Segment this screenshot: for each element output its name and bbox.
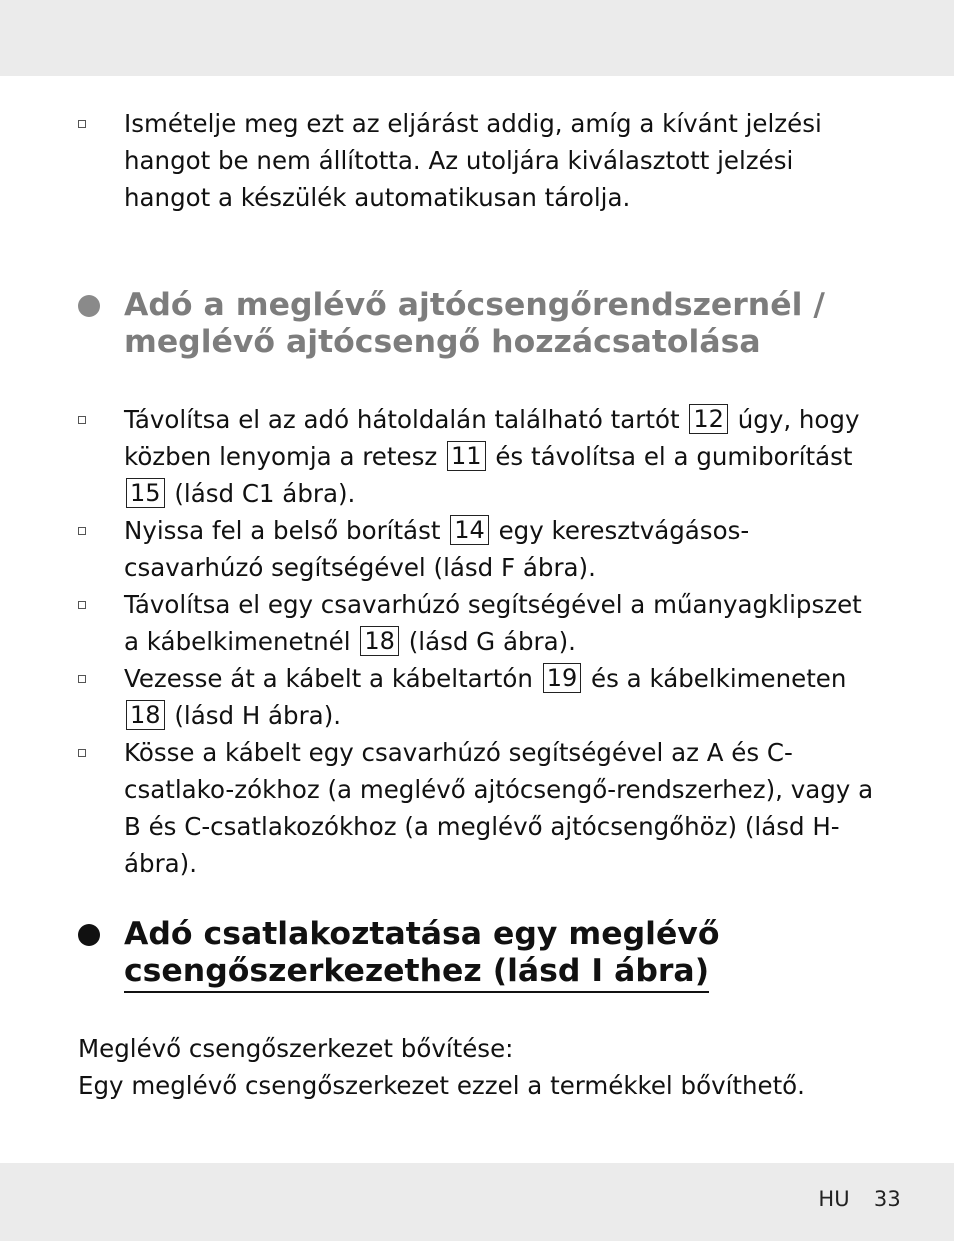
list-item: Vezesse át a kábelt a kábeltartón 19 és a kábelkimeneten 18 (lásd H ábra). <box>0 660 884 734</box>
section2-heading-line2: csengőszerkezethez (lásd I ábra) <box>124 953 709 993</box>
section1-heading-line1: Adó a meglévő ajtócsengőrendszernél / <box>124 287 825 323</box>
top-band <box>0 0 954 76</box>
reference-number: 11 <box>447 441 486 471</box>
reference-number: 18 <box>126 700 165 730</box>
language-code: HU <box>818 1187 850 1211</box>
section2-heading-line1: Adó csatlakoztatása egy meglévő <box>124 916 720 952</box>
section1-heading <box>0 287 884 361</box>
intro-list <box>0 105 884 216</box>
checkbox-bullet-icon <box>78 675 86 683</box>
reference-number: 18 <box>360 626 399 656</box>
checkbox-bullet-icon <box>78 601 86 609</box>
page-number: 33 <box>873 1187 901 1211</box>
checkbox-bullet-icon <box>78 527 86 535</box>
page-footer <box>818 1187 901 1211</box>
list-item: Távolítsa el az adó hátoldalán található tartót 12 úgy, hogy közben lenyomja a retesz 11 és távolítsa el a gumiborítást 15 (lásd C1 ábra). <box>0 401 884 512</box>
reference-number: 14 <box>450 515 489 545</box>
bullet-dot-icon <box>78 924 100 946</box>
paragraph-line: Meglévő csengőszerkezet bővítése: <box>78 1034 514 1063</box>
list-item: Kösse a kábelt egy csavarhúzó segítségével az A és C-csatlako-zókhoz (a meglévő ajtócsengő-rendszerhez), vagy a B és C-csatlakozókhoz (a meglévő ajtócsengőhöz) (lásd H-ábra). <box>0 734 884 882</box>
checkbox-bullet-icon <box>78 120 86 128</box>
section2-paragraph <box>78 1030 878 1104</box>
section1-heading-line2: meglévő ajtócsengő hozzácsatolása <box>124 324 761 360</box>
paragraph-line: Egy meglévő csengőszerkezet ezzel a termékkel bővíthető. <box>78 1071 805 1100</box>
reference-number: 15 <box>126 478 165 508</box>
list-item: Távolítsa el egy csavarhúzó segítségével a műanyagklipszet a kábelkimenetnél 18 (lásd G ábra). <box>0 586 884 660</box>
list-item: Ismételje meg ezt az eljárást addig, amíg a kívánt jelzési hangot be nem állította. Az utoljára kiválasztott jelzési hangot a készülék automatikusan tárolja. <box>0 105 884 216</box>
section1-list <box>0 401 884 882</box>
checkbox-bullet-icon <box>78 416 86 424</box>
reference-number: 12 <box>689 404 728 434</box>
checkbox-bullet-icon <box>78 749 86 757</box>
list-item: Nyissa fel a belső borítást 14 egy keresztvágásos-csavarhúzó segítségével (lásd F ábra). <box>0 512 884 586</box>
bullet-dot-icon <box>78 295 100 317</box>
section2-heading <box>0 916 884 990</box>
reference-number: 19 <box>543 663 582 693</box>
footer-band <box>0 1163 954 1241</box>
